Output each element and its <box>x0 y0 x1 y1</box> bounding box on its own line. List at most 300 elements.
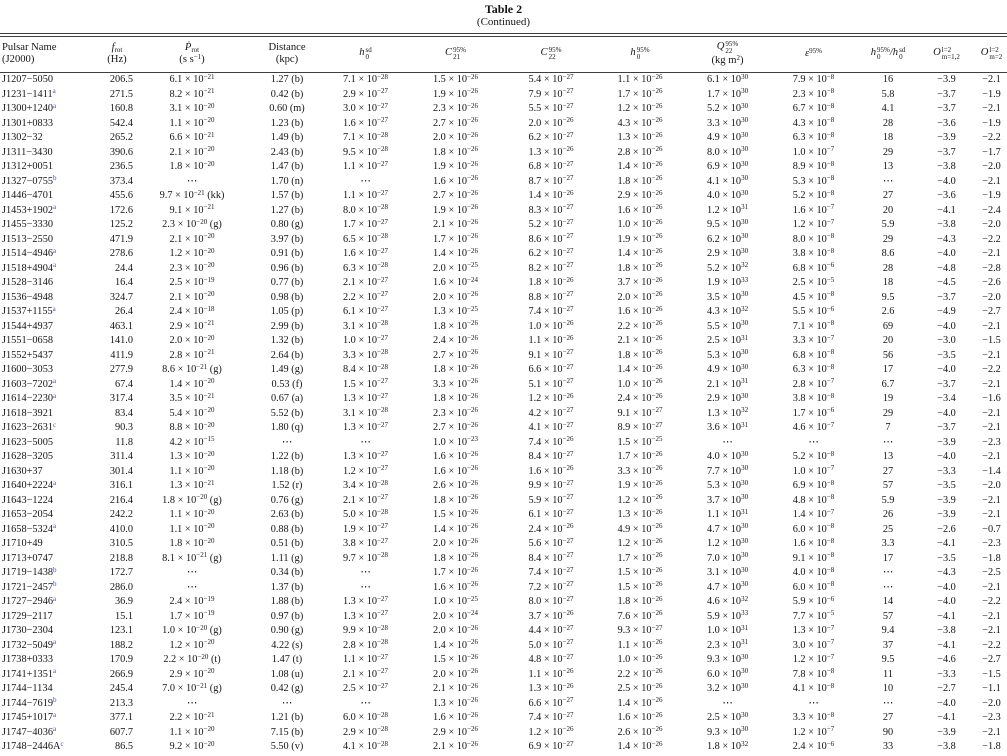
table-row <box>0 247 1007 262</box>
cell-h0sd: $1.1 \times 10^{-27}$ <box>342 188 389 201</box>
cell-h0sd: $3.1 \times 10^{-28}$ <box>342 319 389 332</box>
cell-o2: −2.8 <box>982 262 1001 274</box>
cell-h0sd: $1.6 \times 10^{-27}$ <box>342 116 389 129</box>
cell-h0sd: $1.3 \times 10^{-27}$ <box>342 609 389 622</box>
cell-pdot: $2.4 \times 10^{-18}$ <box>169 304 215 317</box>
cell-name: J1600−3053 <box>2 364 54 375</box>
cell-q22: $1.0 \times 10^{31}$ <box>706 623 749 636</box>
cell-name: J1536−4948 <box>2 291 54 303</box>
cell-h0sd: $9.7 \times 10^{-28}$ <box>342 551 389 564</box>
column-header-c22: C 95% 22 <box>507 37 595 73</box>
cell-name: J1552+5437 <box>2 349 54 361</box>
cell-h0sd: $8.4 \times 10^{-28}$ <box>342 362 389 375</box>
cell-eps: $2.3 \times 10^{-8}$ <box>792 87 835 100</box>
cell-c22: $8.4 \times 10^{-27}$ <box>528 551 574 564</box>
cell-frot: 123.1 <box>109 625 133 636</box>
cell-frot: 317.4 <box>109 393 133 404</box>
cell-dist: 0.77 (b) <box>270 277 304 288</box>
table-row <box>0 508 1007 523</box>
column-header-frot: $f_{rot}$ (Hz) <box>97 37 137 73</box>
cell-frot: 542.4 <box>109 117 133 129</box>
cell-dist: 1.05 (p) <box>270 306 304 317</box>
table-row <box>0 88 1007 103</box>
cell-eps: $5.9 \times 10^{-6}$ <box>792 594 835 607</box>
cell-q22: $2.1 \times 10^{31}$ <box>706 377 749 390</box>
cell-q22: $4.0 \times 10^{30}$ <box>706 449 749 462</box>
cell-c22: $3.7 \times 10^{-26}$ <box>528 609 574 622</box>
cell-eps: $5.3 \times 10^{-8}$ <box>792 174 835 187</box>
cell-q22: $4.0 \times 10^{30}$ <box>706 188 749 201</box>
cell-q22: $1.2 \times 10^{31}$ <box>706 203 749 216</box>
cell-q22: $5.9 \times 10^{33}$ <box>706 609 749 622</box>
cell-eps: $1.6 \times 10^{-7}$ <box>792 203 835 216</box>
cell-ratio: 9.4 <box>881 625 895 636</box>
cell-pdot: $2.2 \times 10^{-21}$ <box>169 710 215 723</box>
cell-pdot: $1.4 \times 10^{-20}$ <box>169 377 215 390</box>
cell-h0sd: $1.3 \times 10^{-27}$ <box>342 594 389 607</box>
cell-c22: $1.4 \times 10^{-26}$ <box>528 188 574 201</box>
cell-o12: −4.0 <box>937 596 956 607</box>
cell-eps: $3.3 \times 10^{-7}$ <box>792 333 835 346</box>
cell-c22: $8.0 \times 10^{-27}$ <box>528 594 574 607</box>
table-row <box>0 624 1007 639</box>
cell-eps: $7.8 \times 10^{-8}$ <box>792 667 835 680</box>
cell-pdot: ⋯ <box>186 175 198 187</box>
cell-frot: 311.4 <box>110 451 133 462</box>
cell-o12: −3.9 <box>937 509 956 520</box>
cell-h0sd: $1.3 \times 10^{-27}$ <box>342 449 389 462</box>
cell-frot: 206.5 <box>109 74 133 85</box>
cell-o2: −1.7 <box>982 146 1001 158</box>
cell-c22: $7.4 \times 10^{-26}$ <box>528 435 574 448</box>
cell-pdot: $9.1 \times 10^{-21}$ <box>169 203 215 216</box>
cell-ratio: 26 <box>882 509 894 520</box>
table-body <box>0 73 1007 755</box>
cell-o12: −2.6 <box>937 523 956 535</box>
cell-frot: 278.6 <box>109 248 133 259</box>
cell-eps: $1.0 \times 10^{-7}$ <box>792 145 835 158</box>
cell-h095: $1.2 \times 10^{-26}$ <box>617 493 663 506</box>
cell-h095: $9.3 \times 10^{-27}$ <box>617 623 663 636</box>
cell-eps: $5.2 \times 10^{-8}$ <box>792 188 835 201</box>
cell-q22: $4.1 \times 10^{30}$ <box>706 174 749 187</box>
cell-pdot: $1.8 \times 10^{-20}$ <box>169 159 215 172</box>
cell-name: $J1719-1438^b$ <box>2 565 57 578</box>
cell-c21: $2.9 \times 10^{-26}$ <box>432 725 479 738</box>
cell-dist: 1.52 (r) <box>271 480 303 491</box>
cell-frot: 36.9 <box>114 596 133 607</box>
cell-h095: $9.1 \times 10^{-27}$ <box>617 406 663 419</box>
cell-h095: $1.8 \times 10^{-26}$ <box>617 348 663 361</box>
cell-h0sd: ⋯ <box>360 697 371 709</box>
cell-name: J1643−1224 <box>2 494 54 506</box>
cell-q22: $2.9 \times 10^{30}$ <box>706 246 749 259</box>
cell-frot: 373.4 <box>109 175 133 187</box>
table-row <box>0 523 1007 538</box>
cell-name: J1738+0333 <box>2 654 54 665</box>
cell-ratio: 6.7 <box>881 378 895 390</box>
cell-dist: ⋯ <box>281 697 293 709</box>
cell-c22: $7.4 \times 10^{-27}$ <box>528 565 574 578</box>
cell-o2: −2.3 <box>982 436 1001 448</box>
cell-h0sd: $1.2 \times 10^{-27}$ <box>342 464 389 477</box>
cell-c21: $1.9 \times 10^{-26}$ <box>432 87 479 100</box>
cell-q22: $4.9 \times 10^{30}$ <box>706 130 749 143</box>
cell-eps: $2.8 \times 10^{-7}$ <box>792 377 835 390</box>
cell-eps: $3.0 \times 10^{-7}$ <box>792 638 835 651</box>
table-row <box>0 740 1007 755</box>
cell-frot: 377.1 <box>109 712 133 723</box>
cell-dist: 7.15 (b) <box>270 726 304 738</box>
cell-pdot: $2.8 \times 10^{-21}$ <box>169 348 215 361</box>
cell-frot: 86.5 <box>114 741 133 752</box>
cell-o12: −4.0 <box>937 407 956 419</box>
cell-ratio: 56 <box>882 349 894 361</box>
column-header-h095: h 95% 0 <box>595 37 685 73</box>
table-row <box>0 682 1007 697</box>
cell-c22: $1.1 \times 10^{-26}$ <box>528 333 574 346</box>
column-header-pdot: Ṗ$_{rot}$ (s $s^{-1}$) <box>137 37 247 73</box>
cell-o2: −2.1 <box>982 422 1001 433</box>
cell-o2: −2.1 <box>982 625 1001 636</box>
table-title-block <box>0 0 1007 29</box>
cell-o2: −2.1 <box>982 378 1001 390</box>
cell-c21: $1.5 \times 10^{-26}$ <box>432 507 479 520</box>
cell-c22: $9.9 \times 10^{-27}$ <box>528 478 574 491</box>
cell-c21: $1.8 \times 10^{-26}$ <box>432 362 479 375</box>
cell-pdot: $4.2 \times 10^{-15}$ <box>169 435 215 448</box>
cell-ratio: 13 <box>882 161 894 172</box>
cell-c22: $1.2 \times 10^{-26}$ <box>528 725 574 738</box>
cell-c22: $1.3 \times 10^{-26}$ <box>528 145 574 158</box>
cell-ratio: 17 <box>882 552 894 564</box>
cell-dist: 1.32 (b) <box>270 335 304 346</box>
cell-o2: −2.5 <box>982 567 1001 578</box>
table-row <box>0 668 1007 683</box>
cell-h0sd: ⋯ <box>360 436 371 448</box>
table-row <box>0 73 1007 88</box>
cell-h095: $1.8 \times 10^{-26}$ <box>617 174 663 187</box>
column-header-o2: O l=2 m=2 <box>974 37 1007 73</box>
table-row <box>0 610 1007 625</box>
cell-o2: −2.0 <box>982 697 1001 709</box>
table-row <box>0 146 1007 161</box>
cell-pdot: $8.8 \times 10^{-20}$ <box>169 420 215 433</box>
cell-h095: $1.1 \times 10^{-26}$ <box>617 638 663 651</box>
table-title: Table 2 <box>484 2 523 16</box>
cell-o12: −3.7 <box>937 88 956 100</box>
cell-o2: −2.2 <box>982 639 1001 651</box>
cell-dist: 0.42 (g) <box>270 683 304 694</box>
column-header-h0sd: h sd 0 <box>327 37 404 73</box>
cell-eps: $1.2 \times 10^{-7}$ <box>792 217 835 230</box>
cell-eps: $8.0 \times 10^{-8}$ <box>792 232 835 245</box>
cell-pdot: $8.6 \times 10^{-21}$ (g) <box>162 362 222 375</box>
cell-h095: $2.9 \times 10^{-26}$ <box>617 188 663 201</box>
cell-ratio: 5.9 <box>881 494 895 506</box>
cell-c22: $6.9 \times 10^{-27}$ <box>528 739 574 752</box>
cell-q22: $8.0 \times 10^{30}$ <box>706 145 749 158</box>
cell-o12: −4.3 <box>937 567 956 578</box>
cell-frot: 15.1 <box>114 610 133 622</box>
cell-name: J1207−5050 <box>2 74 54 85</box>
cell-frot: 455.6 <box>109 190 133 201</box>
cell-eps: $9.1 \times 10^{-8}$ <box>792 551 835 564</box>
cell-name: J1528−3146 <box>2 277 54 288</box>
cell-name: J1713+0747 <box>2 552 54 564</box>
cell-o12: −4.0 <box>937 248 956 259</box>
cell-o2: −2.0 <box>982 291 1001 303</box>
table-continued-label: (Continued) <box>476 16 531 28</box>
cell-c21: $1.6 \times 10^{-24}$ <box>432 275 479 288</box>
cell-c21: $1.8 \times 10^{-26}$ <box>432 551 479 564</box>
cell-c21: $2.7 \times 10^{-26}$ <box>432 116 479 129</box>
table-row <box>0 102 1007 117</box>
table-row <box>0 160 1007 175</box>
cell-dist: 0.51 (b) <box>270 538 304 549</box>
cell-o2: −2.1 <box>982 610 1001 622</box>
cell-c22: $7.4 \times 10^{-27}$ <box>528 304 574 317</box>
cell-q22: $5.3 \times 10^{30}$ <box>706 348 749 361</box>
cell-h095: $1.3 \times 10^{-26}$ <box>617 507 663 520</box>
cell-o12: −3.9 <box>937 494 956 506</box>
cell-ratio: 5.8 <box>881 88 895 100</box>
column-header-eps: $\varepsilon^{95\%}$ <box>770 37 857 73</box>
cell-dist: 1.11 (g) <box>270 552 304 564</box>
cell-h095: $1.5 \times 10^{-26}$ <box>617 565 663 578</box>
cell-pdot: $1.2 \times 10^{-20}$ <box>169 638 215 651</box>
cell-pdot: $1.3 \times 10^{-21}$ <box>169 478 215 491</box>
cell-c21: $2.1 \times 10^{-26}$ <box>432 739 479 752</box>
cell-eps: $2.4 \times 10^{-6}$ <box>792 739 835 752</box>
table-row <box>0 436 1007 451</box>
cell-h0sd: $3.3 \times 10^{-28}$ <box>342 348 389 361</box>
cell-o2: −1.4 <box>982 465 1001 477</box>
cell-eps: $7.7 \times 10^{-5}$ <box>792 609 835 622</box>
cell-o12: −3.8 <box>937 219 956 230</box>
cell-o12: −3.4 <box>937 393 956 404</box>
cell-ratio: 18 <box>882 277 894 288</box>
cell-h095: $1.6 \times 10^{-26}$ <box>617 304 663 317</box>
cell-frot: 216.4 <box>109 494 133 506</box>
cell-name: $J1537+1155^a$ <box>2 304 56 317</box>
cell-h095: $2.6 \times 10^{-26}$ <box>617 725 663 738</box>
cell-o2: −2.7 <box>982 306 1001 317</box>
cell-frot: 236.5 <box>109 161 133 172</box>
cell-pdot: ⋯ <box>186 697 198 709</box>
cell-pdot: $7.0 \times 10^{-21}$ (g) <box>162 681 222 694</box>
cell-dist: 1.22 (b) <box>270 451 304 462</box>
cell-q22: $6.2 \times 10^{30}$ <box>706 232 749 245</box>
cell-pdot: $2.4 \times 10^{-19}$ <box>169 594 215 607</box>
cell-name: $J1721-2457^b$ <box>2 580 57 593</box>
cell-h095: $2.5 \times 10^{-26}$ <box>617 681 663 694</box>
cell-o2: −2.1 <box>982 451 1001 462</box>
cell-c22: $7.2 \times 10^{-27}$ <box>528 580 574 593</box>
cell-name: $J1518+4904^a$ <box>2 261 57 274</box>
cell-o2: −2.1 <box>982 248 1001 259</box>
cell-c22: $1.3 \times 10^{-26}$ <box>528 681 574 694</box>
cell-dist: 0.34 (b) <box>270 567 304 578</box>
cell-q22: $3.1 \times 10^{30}$ <box>706 565 749 578</box>
cell-frot: 170.9 <box>109 654 133 665</box>
cell-q22: $9.3 \times 10^{30}$ <box>706 725 749 738</box>
cell-dist: 3.97 (b) <box>270 233 304 245</box>
table-row <box>0 262 1007 277</box>
cell-c22: $4.1 \times 10^{-27}$ <box>528 420 574 433</box>
cell-c22: $4.4 \times 10^{-27}$ <box>528 623 574 636</box>
cell-o12: −4.9 <box>937 306 956 317</box>
cell-q22: $3.5 \times 10^{30}$ <box>706 290 749 303</box>
cell-h0sd: $2.9 \times 10^{-27}$ <box>342 87 389 100</box>
cell-name: J1630+37 <box>2 465 43 477</box>
cell-o12: −3.6 <box>937 117 956 129</box>
column-header-c21: C 95% 21 <box>404 37 507 73</box>
cell-pdot: $2.0 \times 10^{-20}$ <box>169 333 215 346</box>
cell-q22: $4.3 \times 10^{32}$ <box>706 304 749 317</box>
cell-h0sd: $9.5 \times 10^{-28}$ <box>342 145 389 158</box>
cell-h0sd: $1.3 \times 10^{-27}$ <box>342 420 389 433</box>
cell-c22: $8.2 \times 10^{-27}$ <box>528 261 574 274</box>
cell-o12: −4.0 <box>937 320 956 332</box>
cell-c21: $1.5 \times 10^{-26}$ <box>432 652 479 665</box>
cell-frot: 286.0 <box>109 581 133 593</box>
table-row <box>0 711 1007 726</box>
cell-c21: $1.7 \times 10^{-26}$ <box>432 232 479 245</box>
cell-ratio: ⋯ <box>882 436 894 448</box>
cell-dist: 1.80 (q) <box>270 422 304 433</box>
cell-eps: $1.2 \times 10^{-7}$ <box>792 725 835 738</box>
cell-o2: −1.5 <box>982 668 1001 680</box>
cell-o12: −4.0 <box>937 364 956 375</box>
cell-q22: $7.7 \times 10^{30}$ <box>706 464 749 477</box>
cell-h0sd: $7.1 \times 10^{-28}$ <box>342 72 389 85</box>
cell-pdot: ⋯ <box>186 567 198 578</box>
cell-dist: 0.67 (a) <box>270 393 304 404</box>
cell-pdot: $1.1 \times 10^{-20}$ <box>169 507 215 520</box>
cell-pdot: $2.5 \times 10^{-19}$ <box>169 275 215 288</box>
cell-q22: $4.9 \times 10^{30}$ <box>706 362 749 375</box>
cell-c22: $1.2 \times 10^{-26}$ <box>528 391 574 404</box>
cell-pdot: $5.4 \times 10^{-20}$ <box>169 406 215 419</box>
cell-frot: 265.2 <box>109 132 133 143</box>
cell-dist: 0.97 (b) <box>270 610 304 622</box>
cell-c21: $2.3 \times 10^{-26}$ <box>432 101 479 114</box>
cell-h0sd: $4.1 \times 10^{-28}$ <box>342 739 389 752</box>
cell-h095: $1.0 \times 10^{-26}$ <box>617 652 663 665</box>
cell-c22: $1.1 \times 10^{-26}$ <box>528 667 574 680</box>
cell-h095: $1.9 \times 10^{-26}$ <box>617 232 663 245</box>
cell-o2: −2.0 <box>982 161 1001 172</box>
cell-name: $J1640+2224^a$ <box>2 478 57 491</box>
cell-dist: 1.18 (b) <box>270 465 304 477</box>
cell-h095: $1.6 \times 10^{-26}$ <box>617 203 663 216</box>
cell-ratio: 57 <box>882 480 894 491</box>
column-header-name: Pulsar Name (J2000) <box>0 37 97 73</box>
cell-frot: 411.9 <box>110 349 133 361</box>
cell-name: J1653−2054 <box>2 509 54 520</box>
cell-frot: 125.2 <box>109 219 133 230</box>
cell-c21: $1.4 \times 10^{-26}$ <box>432 638 479 651</box>
cell-dist: 0.96 (b) <box>270 262 304 274</box>
cell-dist: 0.76 (g) <box>270 494 304 506</box>
cell-frot: 390.6 <box>109 146 133 158</box>
cell-o2: −2.1 <box>982 509 1001 520</box>
cell-eps: ⋯ <box>808 436 819 448</box>
cell-ratio: 17 <box>882 364 894 375</box>
cell-o12: −4.1 <box>937 538 956 549</box>
cell-frot: 471.9 <box>109 233 133 245</box>
cell-c21: $2.0 \times 10^{-25}$ <box>432 261 479 274</box>
cell-o12: −3.7 <box>937 146 956 158</box>
cell-c22: $1.6 \times 10^{-26}$ <box>528 464 574 477</box>
cell-pdot: $3.5 \times 10^{-21}$ <box>169 391 215 404</box>
cell-o2: −1.8 <box>982 741 1001 752</box>
cell-eps: $4.5 \times 10^{-8}$ <box>792 290 835 303</box>
cell-c21: $2.3 \times 10^{-26}$ <box>432 406 479 419</box>
cell-o12: −3.5 <box>937 480 956 491</box>
cell-dist: 0.53 (f) <box>271 378 303 390</box>
cell-h0sd: $2.2 \times 10^{-27}$ <box>342 290 389 303</box>
cell-c21: $1.4 \times 10^{-26}$ <box>432 522 479 535</box>
cell-eps: $6.3 \times 10^{-8}$ <box>792 362 835 375</box>
cell-frot: 245.4 <box>109 683 133 694</box>
cell-o12: −3.0 <box>937 335 956 346</box>
cell-o2: −1.9 <box>982 190 1001 201</box>
cell-eps: $6.7 \times 10^{-8}$ <box>792 101 835 114</box>
cell-h095: $1.4 \times 10^{-26}$ <box>617 696 663 709</box>
cell-c21: $2.7 \times 10^{-26}$ <box>432 348 479 361</box>
cell-c22: $4.2 \times 10^{-27}$ <box>528 406 574 419</box>
cell-ratio: 29 <box>882 233 894 245</box>
cell-h0sd: $2.1 \times 10^{-27}$ <box>342 275 389 288</box>
cell-eps: $1.6 \times 10^{-8}$ <box>792 536 835 549</box>
cell-c22: $8.3 \times 10^{-27}$ <box>528 203 574 216</box>
table-row <box>0 276 1007 291</box>
cell-o2: −2.0 <box>982 219 1001 230</box>
cell-ratio: ⋯ <box>882 697 894 709</box>
cell-frot: 410.0 <box>109 523 133 535</box>
cell-c22: $2.0 \times 10^{-26}$ <box>528 116 574 129</box>
cell-frot: 11.8 <box>115 436 133 448</box>
cell-h095: $2.0 \times 10^{-26}$ <box>617 290 663 303</box>
cell-c21: $2.0 \times 10^{-26}$ <box>432 623 479 636</box>
cell-q22: $7.0 \times 10^{30}$ <box>706 551 749 564</box>
header-row <box>0 37 1007 73</box>
cell-eps: $1.2 \times 10^{-7}$ <box>792 652 835 665</box>
cell-c22: $5.2 \times 10^{-27}$ <box>528 217 574 230</box>
cell-h095: $2.8 \times 10^{-26}$ <box>617 145 663 158</box>
cell-c21: $1.9 \times 10^{-26}$ <box>432 203 479 216</box>
cell-frot: 188.2 <box>109 639 133 651</box>
cell-eps: $4.0 \times 10^{-8}$ <box>792 565 835 578</box>
cell-o2: −1.6 <box>982 393 1001 404</box>
cell-h0sd: $3.4 \times 10^{-28}$ <box>342 478 389 491</box>
table-row <box>0 595 1007 610</box>
cell-o2: −2.3 <box>982 712 1001 723</box>
cell-h0sd: $2.1 \times 10^{-27}$ <box>342 667 389 680</box>
cell-h095: $2.2 \times 10^{-26}$ <box>617 319 663 332</box>
table-row <box>0 117 1007 132</box>
cell-h095: $2.4 \times 10^{-26}$ <box>617 391 663 404</box>
cell-h0sd: $1.1 \times 10^{-27}$ <box>342 652 389 665</box>
cell-name: J1302−32 <box>2 132 43 143</box>
cell-o12: −3.5 <box>937 552 956 564</box>
cell-o2: −2.1 <box>982 349 1001 361</box>
cell-c21: $1.0 \times 10^{-25}$ <box>432 594 479 607</box>
cell-dist: 0.88 (b) <box>270 523 304 535</box>
cell-frot: 463.1 <box>109 320 133 332</box>
